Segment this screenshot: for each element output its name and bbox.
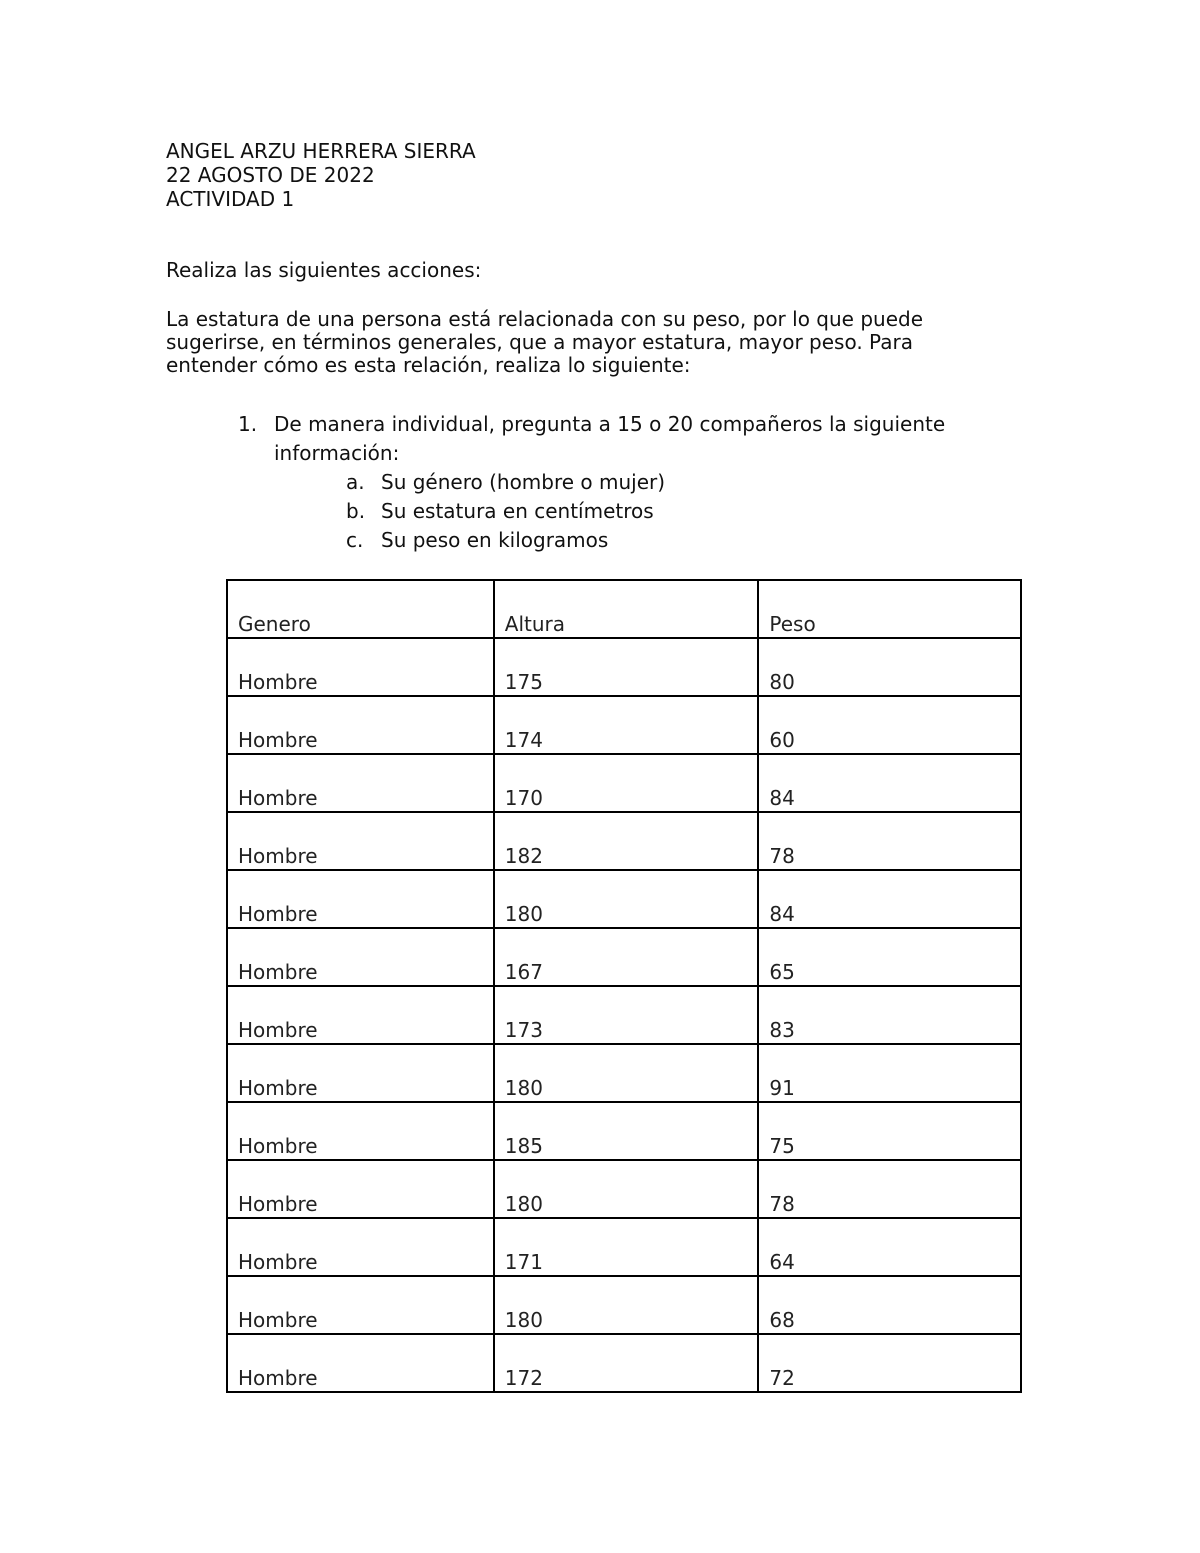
table-cell: Hombre (227, 1276, 494, 1334)
table-cell: Hombre (227, 696, 494, 754)
table-cell: 174 (494, 696, 759, 754)
table-cell: 84 (758, 870, 1021, 928)
list-item (236, 410, 994, 468)
table-cell: 91 (758, 1044, 1021, 1102)
paragraph-line: La estatura de una persona está relacionada con su peso, por lo que puede (166, 307, 923, 331)
table-cell: Hombre (227, 986, 494, 1044)
table-cell: 180 (494, 870, 759, 928)
intro-paragraph (166, 308, 966, 377)
author-name: ANGEL ARZU HERRERA SIERRA (166, 139, 476, 163)
table-cell: Hombre (227, 1102, 494, 1160)
table-row (227, 638, 1021, 696)
table-cell: 182 (494, 812, 759, 870)
table-cell: Hombre (227, 928, 494, 986)
table-row (227, 870, 1021, 928)
table-cell: 65 (758, 928, 1021, 986)
list-item-number: 1. (238, 412, 258, 436)
sublist-letter: c. (346, 528, 364, 552)
table-row (227, 1276, 1021, 1334)
sublist-item (236, 468, 994, 497)
table-cell: 68 (758, 1276, 1021, 1334)
table-cell: 185 (494, 1102, 759, 1160)
table-cell: 60 (758, 696, 1021, 754)
table-cell: Hombre (227, 1160, 494, 1218)
table-cell: 64 (758, 1218, 1021, 1276)
paragraph-line: entender cómo es esta relación, realiza lo siguiente: (166, 353, 691, 377)
table-cell: Hombre (227, 1334, 494, 1392)
sublist-letter: b. (346, 499, 366, 523)
table-cell: 83 (758, 986, 1021, 1044)
table-row (227, 1102, 1021, 1160)
height-weight-table (226, 579, 1022, 1393)
table-cell: Hombre (227, 812, 494, 870)
table-row (227, 986, 1021, 1044)
table-cell: Hombre (227, 1044, 494, 1102)
document-date: 22 AGOSTO DE 2022 (166, 163, 375, 187)
table-row (227, 754, 1021, 812)
table-row (227, 1334, 1021, 1392)
table-cell: 180 (494, 1160, 759, 1218)
paragraph-line: sugerirse, en términos generales, que a mayor estatura, mayor peso. Para (166, 330, 913, 354)
sublist-text: Su género (hombre o mujer) (381, 470, 666, 494)
table-cell: 170 (494, 754, 759, 812)
table-cell: Hombre (227, 754, 494, 812)
sublist-letter: a. (346, 470, 365, 494)
sublist-item (236, 497, 994, 526)
table-header-row (227, 580, 1021, 638)
table-cell: 171 (494, 1218, 759, 1276)
list-item-text: De manera individual, pregunta a 15 o 20 compañeros la siguiente información: (274, 412, 946, 465)
table-cell: 75 (758, 1102, 1021, 1160)
sublist-text: Su estatura en centímetros (381, 499, 654, 523)
document-header (166, 139, 476, 211)
table-row (227, 1160, 1021, 1218)
table-row (227, 928, 1021, 986)
table-cell: 180 (494, 1276, 759, 1334)
table-cell: 78 (758, 812, 1021, 870)
table-cell: 180 (494, 1044, 759, 1102)
table-row (227, 812, 1021, 870)
table-cell: 80 (758, 638, 1021, 696)
activity-title: ACTIVIDAD 1 (166, 187, 295, 211)
table-header-cell: Genero (227, 580, 494, 638)
table-cell: 173 (494, 986, 759, 1044)
table-cell: 72 (758, 1334, 1021, 1392)
table-header-cell: Peso (758, 580, 1021, 638)
table-cell: Hombre (227, 1218, 494, 1276)
table-cell: Hombre (227, 638, 494, 696)
table-cell: 175 (494, 638, 759, 696)
table-cell: 84 (758, 754, 1021, 812)
table-row (227, 1044, 1021, 1102)
sublist-text: Su peso en kilogramos (381, 528, 609, 552)
table-header-cell: Altura (494, 580, 759, 638)
table-row (227, 696, 1021, 754)
table-row (227, 1218, 1021, 1276)
lettered-sublist (236, 468, 994, 555)
instructions-text: Realiza las siguientes acciones: (166, 258, 482, 282)
table-cell: 172 (494, 1334, 759, 1392)
table-cell: 78 (758, 1160, 1021, 1218)
numbered-list (236, 410, 994, 555)
table-cell: Hombre (227, 870, 494, 928)
table-cell: 167 (494, 928, 759, 986)
sublist-item (236, 526, 994, 555)
